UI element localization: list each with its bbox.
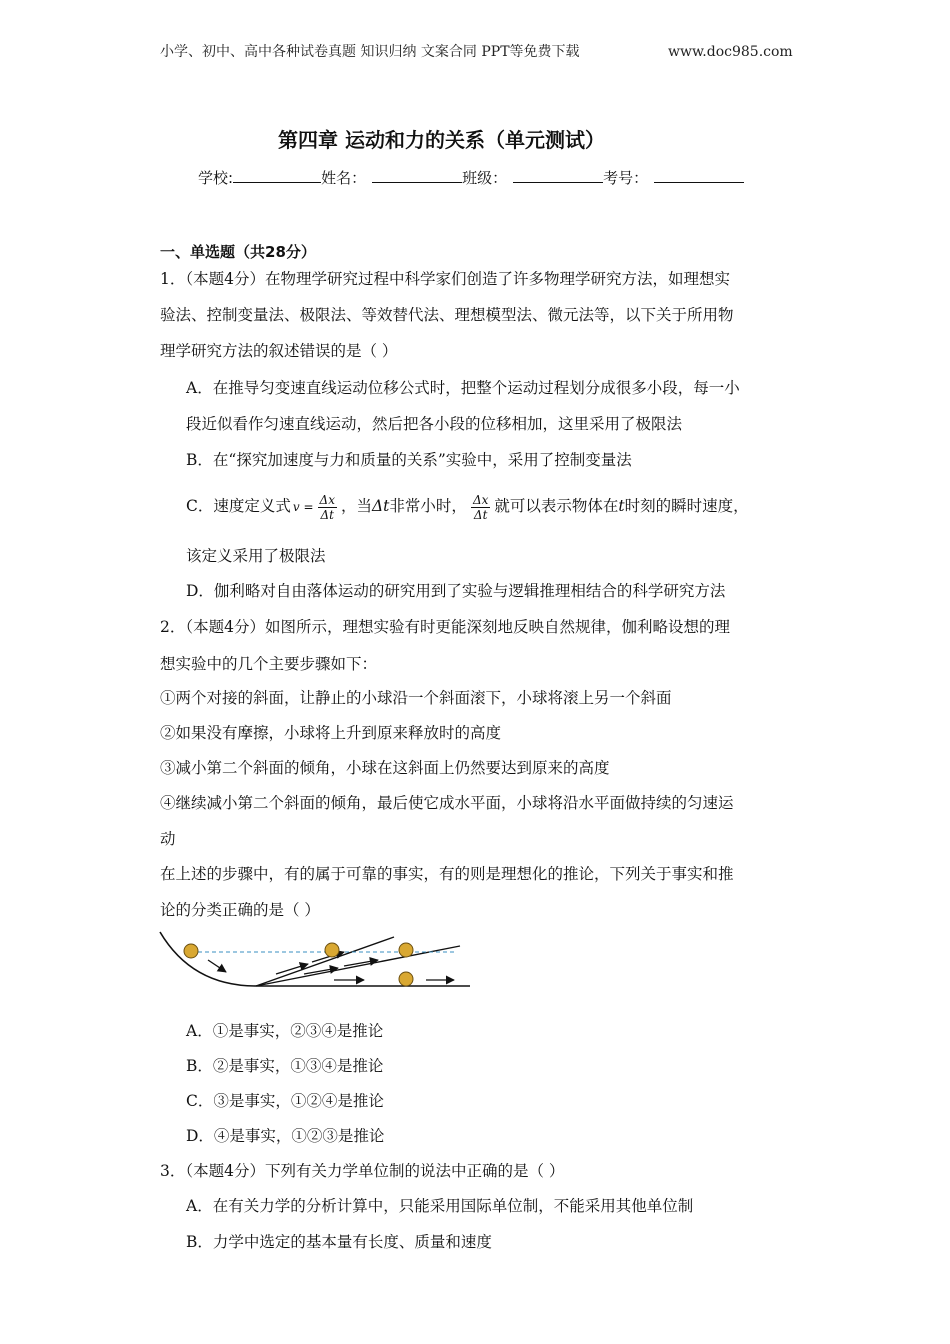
time-symbol: t	[618, 497, 625, 515]
q2-stem-line1: 2．（本题4分）如图所示，理想实验有时更能深刻地反映自然规律，伽利略设想的理	[160, 618, 730, 636]
q1-stem-line1: 1．（本题4分）在物理学研究过程中科学家们创造了许多物理学研究方法，如理想实	[160, 270, 730, 288]
curved-slope-and-floor	[160, 932, 470, 986]
q2-option-a: A．①是事实，②③④是推论	[186, 1022, 384, 1040]
school-label: 学校:	[198, 169, 234, 187]
name-blank[interactable]	[372, 168, 462, 183]
arrow-down-slope	[208, 960, 226, 972]
fraction-numerator: Δx	[319, 492, 335, 507]
q1-option-c-suffix1: 就可以表示物体在	[494, 497, 619, 515]
class-label: 班级：	[462, 169, 508, 187]
q2-stem-line2: 想实验中的几个主要步骤如下：	[160, 655, 378, 673]
q2-step-3: ③减小第二个斜面的倾角，小球在这斜面上仍然要达到原来的高度	[160, 759, 610, 777]
q1-stem-line2: 验法、控制变量法、极限法、等效替代法、理想模型法、微元法等，以下关于所用物	[160, 306, 734, 324]
ball-start	[184, 944, 198, 958]
q2-option-d: D．④是事实，①②③是推论	[186, 1127, 385, 1145]
q1-stem-line3: 理学研究方法的叙述错误的是（ ）	[160, 342, 398, 360]
ratio-fraction	[471, 493, 490, 522]
name-label: 姓名：	[321, 169, 367, 187]
q1-option-d: D．伽利略对自由落体运动的研究用到了实验与逻辑推理相结合的科学研究方法	[186, 582, 726, 600]
section-heading: 一、单选题（共28分）	[160, 243, 316, 261]
q1-option-c	[186, 487, 749, 526]
header-left: 小学、初中、高中各种试卷真题 知识归纳 文案合同 PPT等免费下载	[160, 44, 580, 60]
q2-option-c: C．③是事实，①②④是推论	[186, 1092, 384, 1110]
ball-shallow-incline	[399, 943, 413, 957]
q2-step-4-line1: ④继续减小第二个斜面的倾角，最后使它成水平面，小球将沿水平面做持续的匀速运	[160, 794, 734, 812]
inclined-plane-figure	[158, 926, 474, 992]
fraction-denominator: Δt	[320, 507, 334, 522]
q1-option-c-mid2: 非常小时，	[389, 497, 467, 515]
header-url[interactable]: www.doc985.com	[668, 44, 793, 60]
page-title: 第四章 运动和力的关系（单元测试）	[278, 128, 605, 152]
q2-question-line2: 论的分类正确的是（ ）	[160, 901, 320, 919]
velocity-fraction	[318, 493, 337, 522]
ball-horizontal	[399, 972, 413, 986]
q2-step-4-line2: 动	[160, 830, 176, 848]
steep-incline	[256, 937, 394, 986]
delta-t-symbol: Δt	[371, 497, 390, 515]
q1-option-a-line2: 段近似看作匀速直线运动，然后把各小段的位移相加，这里采用了极限法	[186, 415, 683, 433]
q1-option-a-line1: A．在推导匀变速直线运动位移公式时，把整个运动过程划分成很多小段，每一小	[186, 379, 740, 397]
q2-question-line1: 在上述的步骤中，有的属于可靠的事实，有的则是理想化的推论，下列关于事实和推	[160, 865, 734, 883]
q2-step-2: ②如果没有摩擦，小球将上升到原来释放时的高度	[160, 724, 502, 742]
q3-option-b: B．力学中选定的基本量有长度、质量和速度	[186, 1233, 492, 1251]
fraction-denominator: Δt	[473, 507, 488, 522]
q2-step-1: ①两个对接的斜面，让静止的小球沿一个斜面滚下，小球将滚上另一个斜面	[160, 689, 672, 707]
q2-option-b: B．②是事实，①③④是推论	[186, 1057, 384, 1075]
q3-stem: 3．（本题4分）下列有关力学单位制的说法中正确的是（ ）	[160, 1162, 565, 1180]
student-info-fields	[198, 168, 744, 188]
number-blank[interactable]	[654, 168, 744, 183]
velocity-symbol: v =	[292, 500, 314, 514]
class-blank[interactable]	[513, 168, 603, 183]
q1-option-c-mid1: ，当	[340, 497, 372, 515]
q1-option-c-prefix: C．速度定义式	[186, 497, 291, 515]
q1-option-b: B．在“探究加速度与力和质量的关系”实验中，采用了控制变量法	[186, 451, 632, 469]
school-blank[interactable]	[233, 168, 321, 183]
q1-option-c-suffix2: 时刻的瞬时速度，	[624, 497, 749, 515]
ball-steep-incline	[325, 943, 339, 957]
number-label: 考号：	[603, 169, 649, 187]
q3-option-a: A．在有关力学的分析计算中，只能采用国际单位制，不能采用其他单位制	[186, 1197, 694, 1215]
q1-option-c-line2: 该定义采用了极限法	[186, 547, 326, 565]
fraction-numerator: Δx	[472, 492, 489, 507]
